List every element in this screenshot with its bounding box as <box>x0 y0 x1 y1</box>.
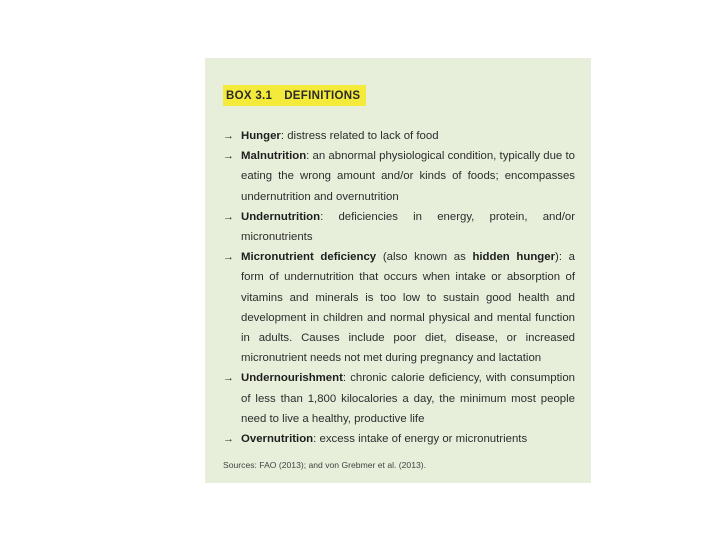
box-header <box>223 85 366 106</box>
sources-note: Sources: FAO (2013); and von Grebmer et al. (2013). <box>223 460 427 470</box>
definitions-box <box>205 58 591 483</box>
arrow-icon: → <box>223 433 234 446</box>
definition-text: : chronic calorie deficiency, with consumption of less than 1,800 kilocalories a day, the minimum most people need to live a healthy, productive life <box>241 372 575 425</box>
arrow-icon: → <box>223 210 234 223</box>
term: Micronutrient deficiency <box>241 251 377 264</box>
term: Overnutrition <box>241 433 314 446</box>
arrow-icon: → <box>223 130 234 142</box>
definition-text: ): a form of undernutrition that occurs when intake or absorption of vitamins and minerals is too low to sustain good health and development in children and normal physical and mental function in adults. Causes include poor diet, disease, or increased micronutrient needs not met during pregnancy and lactation <box>241 251 575 365</box>
box-number: BOX 3.1 <box>226 89 273 102</box>
definition-overnutrition <box>223 429 575 449</box>
arrow-icon: → <box>223 150 234 163</box>
term-alias: hidden hunger <box>472 251 556 264</box>
definition-text: : distress related to lack of food <box>280 130 439 142</box>
definition-hunger <box>223 126 575 146</box>
box-title: DEFINITIONS <box>284 89 361 102</box>
arrow-icon: → <box>223 372 234 385</box>
definition-undernutrition <box>223 207 575 247</box>
definition-micronutrient-deficiency <box>223 247 575 368</box>
term: Undernourishment <box>241 372 343 385</box>
definition-aside: (also known as <box>376 251 473 264</box>
definition-malnutrition <box>223 146 575 207</box>
definition-text: : excess intake of energy or micronutrients <box>313 433 528 446</box>
term: Undernutrition <box>241 210 321 223</box>
definitions-list <box>223 126 575 449</box>
definition-text: : deficiencies in energy, protein, and/or micronutrients <box>241 210 575 244</box>
term: Malnutrition <box>241 150 307 163</box>
definition-text: : an abnormal physiological condition, typically due to eating the wrong amount and/or kinds of foods; encompasses undernutrition and overnutrition <box>241 150 575 203</box>
definition-undernourishment <box>223 368 575 429</box>
term: Hunger <box>241 130 281 142</box>
arrow-icon: → <box>223 251 234 264</box>
